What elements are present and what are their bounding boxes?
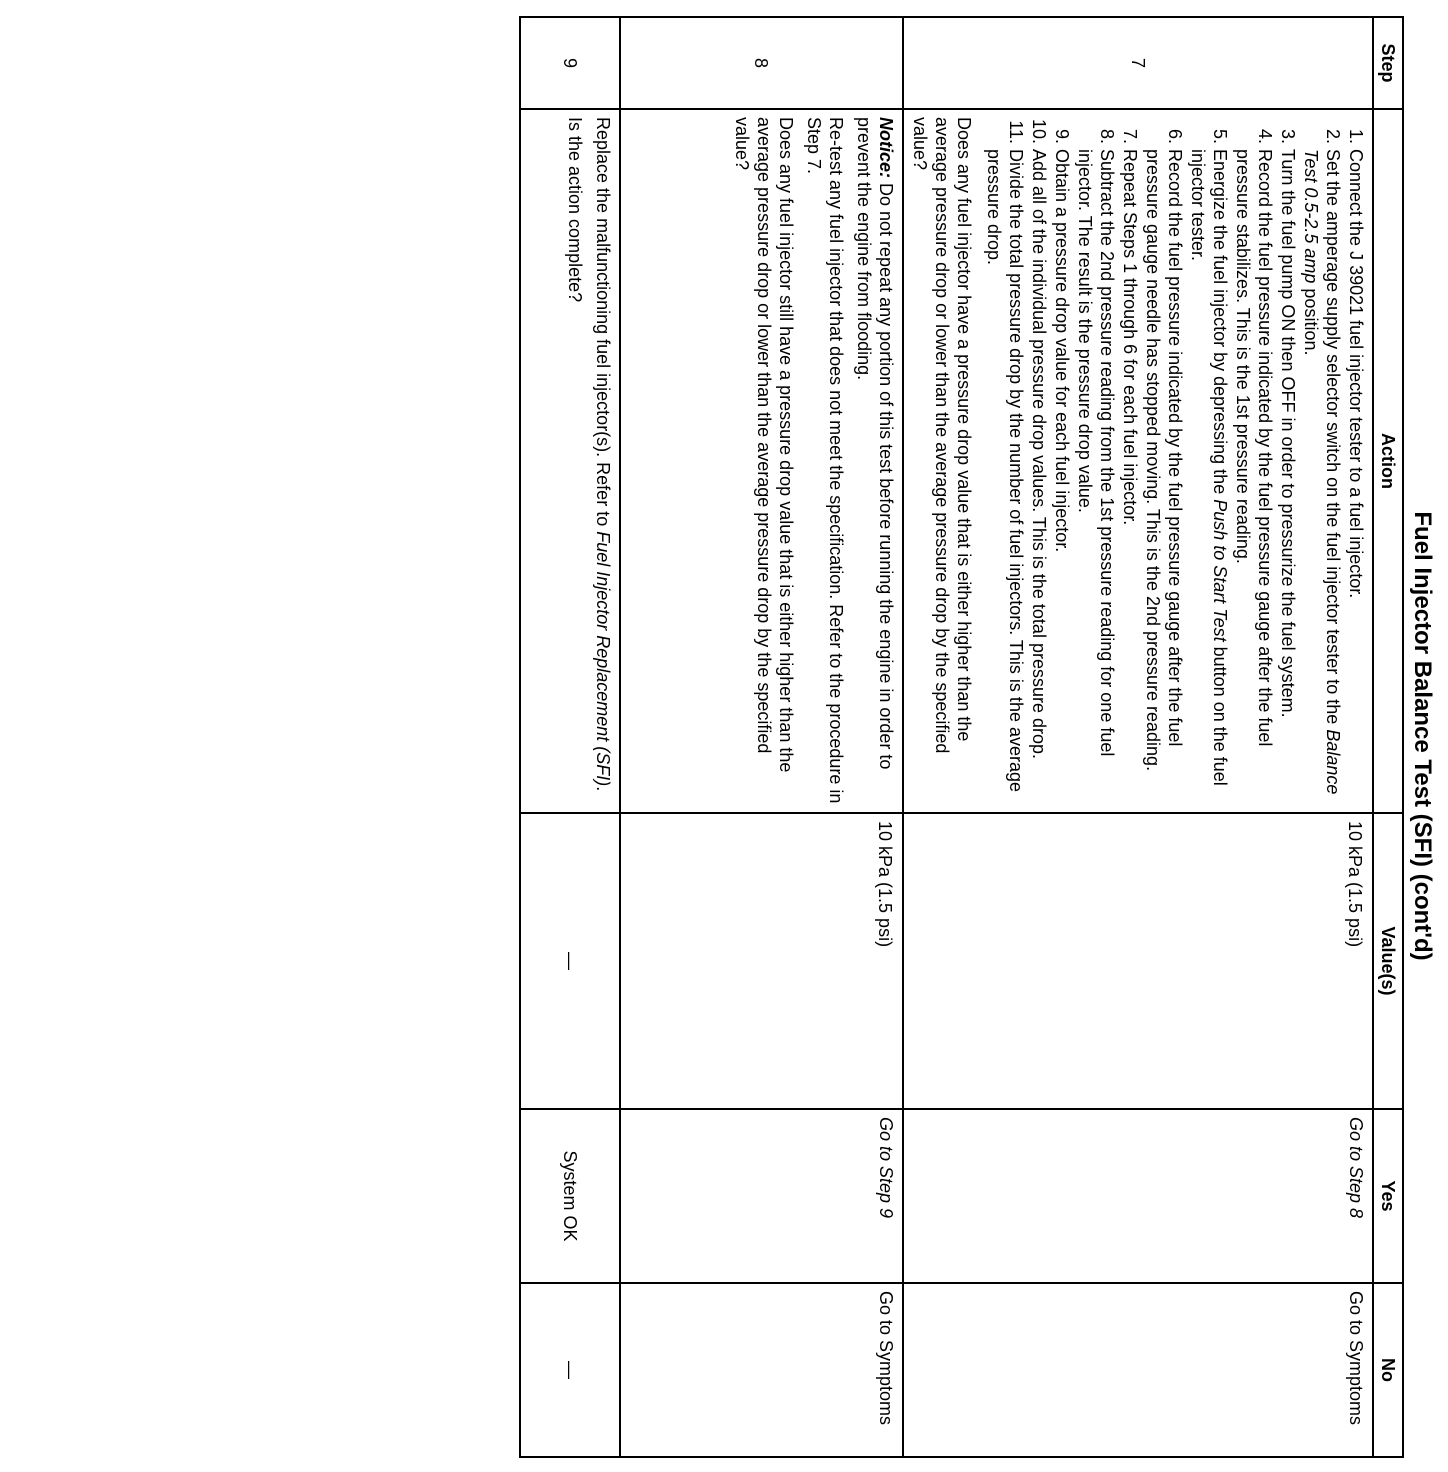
header-yes: Yes [1373,1109,1403,1283]
value-cell: 10 kPa (1.5 psi) [620,813,903,1109]
step-number: 8 [620,17,903,109]
action-cell [620,109,903,813]
question-text: Is the action complete? [565,117,585,303]
yes-cell [620,1109,903,1283]
instruction-item [1345,149,1367,805]
instruction-text: Connect the J 39021 fuel injector tester to a fuel injector. [1346,149,1366,599]
yes-link[interactable]: Go to Step 9 [876,1117,896,1219]
instruction-item [1074,149,1118,805]
instruction-text: position. [1301,283,1321,356]
action-suffix: . [593,786,613,792]
yes-cell: System OK [520,1109,620,1283]
table-row-step-9 [520,17,620,1457]
retest-text: Re-test any fuel injector that does not meet the specification. Refer to the procedure in Step 7. [804,117,846,804]
instruction-item [1051,149,1073,805]
instruction-item [1300,149,1344,805]
question-text: Does any fuel injector have a pressure drop value that is either higher than the average pressure drop or lower than the average pressure drop by the specified value? [910,117,974,754]
instruction-text: Set the amperage supply selector switch on the fuel injector tester to the [1323,149,1343,730]
action-text [592,117,614,805]
instruction-item [1187,149,1231,805]
instruction-text: Add all of the individual pressure drop values. This is the total pressure drop. [1029,149,1049,760]
notice-text: Do not repeat any portion of this test before running the engine in order to prevent the engine from flooding. [854,117,896,770]
no-link[interactable]: Go to Symptoms [876,1291,896,1426]
instruction-text: Repeat Steps 1 through 6 for each fuel injector. [1120,149,1140,526]
value-cell: — [520,813,620,1109]
instruction-emphasis: Balance Test 0.5-2.5 amp [1301,149,1343,795]
action-prefix: Replace the malfunctioning fuel injector(s). Refer to [593,117,613,532]
instruction-item [1119,149,1141,805]
header-step: Step [1373,17,1403,109]
header-no: No [1373,1283,1403,1457]
yes-cell [903,1109,1373,1283]
table-header-row [1373,17,1403,1457]
step-number: 9 [520,17,620,109]
notice [853,117,897,805]
instruction-text: Divide the total pressure drop by the number of fuel injectors. This is the average pressure drop. [984,149,1026,793]
question-text: Does any fuel injector still have a pressure drop value that is either higher than the average pressure drop or lower than the average pressure drop by the specified value? [732,117,796,773]
action-cell [520,109,620,813]
instruction-text: Turn the fuel pump ON then OFF in order to pressurize the fuel system. [1278,149,1298,718]
instruction-item [1277,149,1299,805]
table-row-step-8 [620,17,903,1457]
value-cell: 10 kPa (1.5 psi) [903,813,1373,1109]
procedure-reference[interactable]: Fuel Injector Replacement (SFI) [593,531,613,787]
instruction-text: Energize the fuel injector by depressing the [1210,149,1230,500]
instruction-text: Record the fuel pressure indicated by the fuel pressure gauge after the fuel pressure stabilizes. This is the 1st pressure reading. [1233,149,1275,747]
no-cell [620,1283,903,1457]
no-cell [903,1283,1373,1457]
action-cell [903,109,1373,813]
page-title: Fuel Injector Balance Test (SFI) (cont'd) [1409,511,1436,961]
instruction-item [983,149,1027,805]
instruction-text: Record the fuel pressure indicated by the fuel pressure gauge after the fuel pressure gauge needle has stopped moving. This is the 2nd pressure reading. [1143,149,1185,772]
instruction-emphasis: Push to Start Test [1210,499,1230,642]
instruction-item [1142,149,1186,805]
no-link[interactable]: Go to Symptoms [1346,1291,1366,1426]
instruction-text: button on the fuel injector tester. [1188,149,1230,786]
instruction-text: Subtract the 2nd pressure reading from the 1st pressure reading for one fuel injector. The result is the pressure drop value. [1075,149,1117,757]
table-row-step-7 [903,17,1373,1457]
header-action: Action [1373,109,1403,813]
balance-test-table [519,16,1404,1458]
step-number: 7 [903,17,1373,109]
instruction-item [1028,149,1050,805]
notice-label: Notice: [876,117,896,179]
instruction-list [983,117,1367,805]
no-cell: — [520,1283,620,1457]
instruction-item [1232,149,1276,805]
yes-link[interactable]: Go to Step 8 [1346,1117,1366,1219]
header-values: Value(s) [1373,813,1403,1109]
instruction-text: Obtain a pressure drop value for each fuel injector. [1052,149,1072,553]
